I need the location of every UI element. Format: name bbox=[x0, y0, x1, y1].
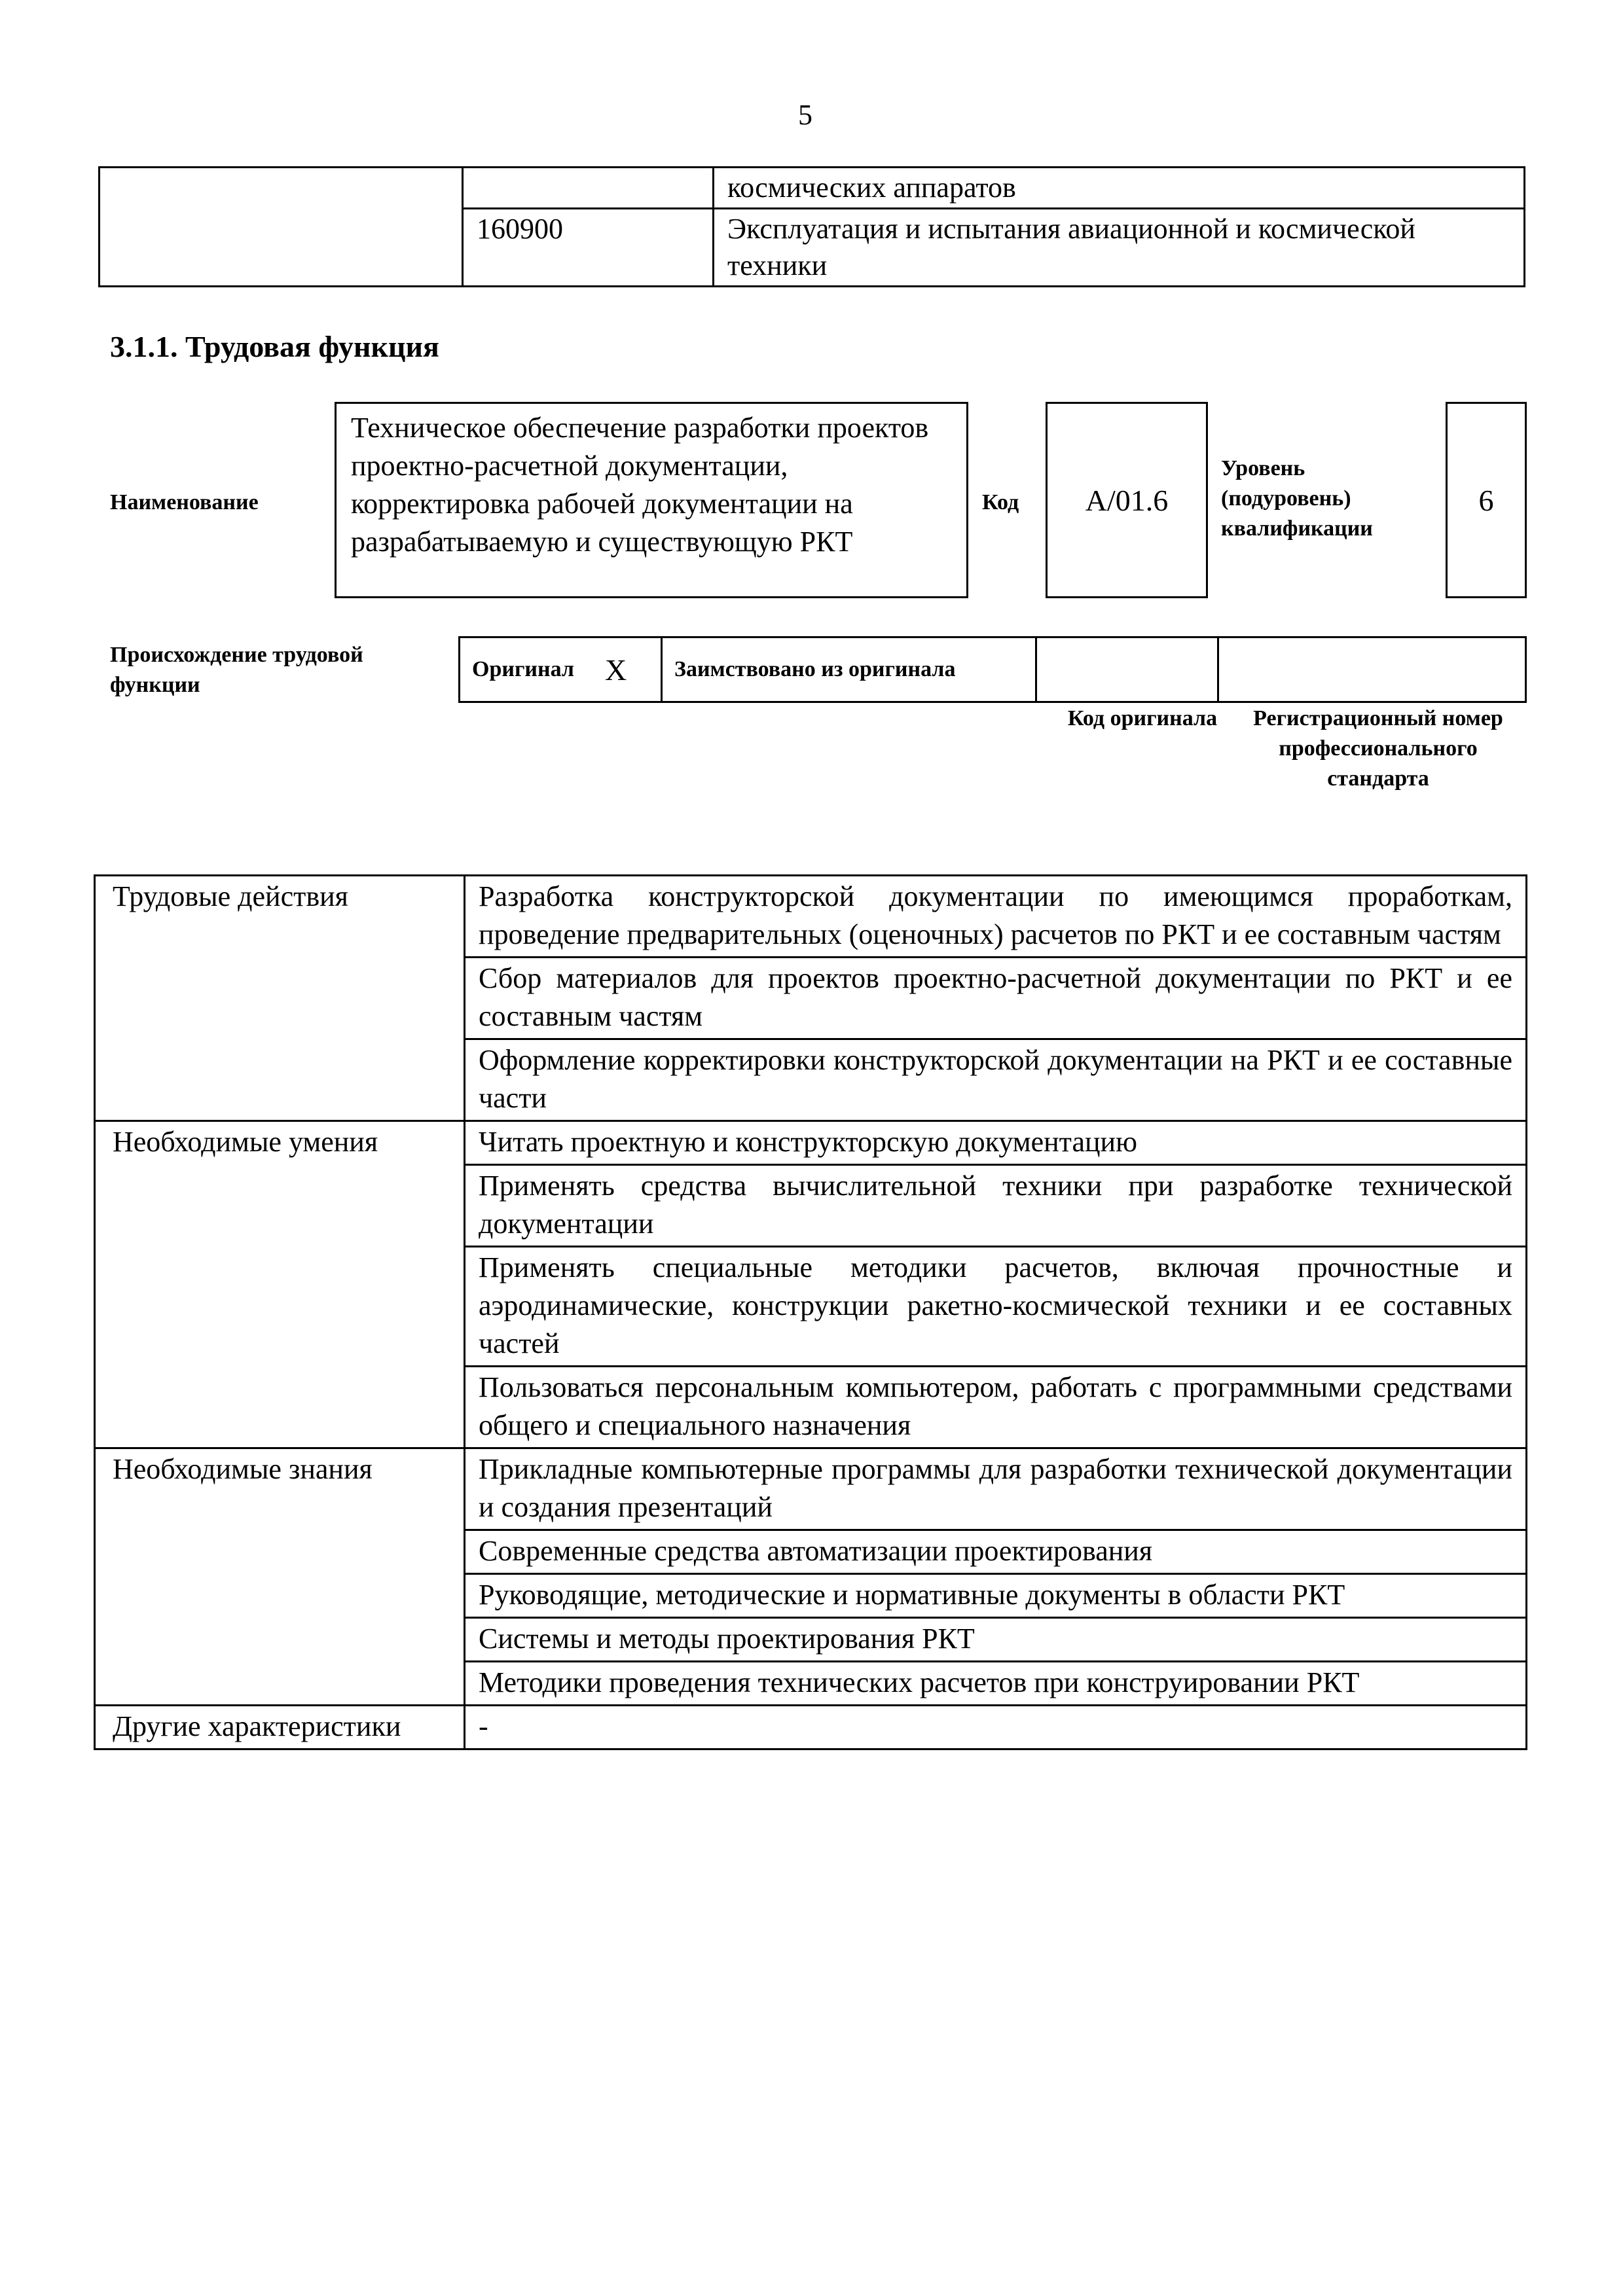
function-details-table bbox=[94, 874, 1527, 1750]
registration-number-cell bbox=[1218, 637, 1525, 702]
item-cell: Прикладные компьютерные программы для разработки технической документации и создания презентаций bbox=[465, 1448, 1527, 1530]
registration-number-caption: Регистрационный номер профессионального стандарта bbox=[1253, 706, 1503, 791]
specialty-name-cell: Эксплуатация и испытания авиационной и космической техники bbox=[714, 209, 1525, 287]
specialty-code-cell: 160900 bbox=[463, 209, 714, 287]
code-box bbox=[1046, 402, 1208, 598]
code-label: Код bbox=[982, 490, 1019, 514]
origin-label: Происхождение трудовой функции bbox=[110, 643, 363, 697]
original-code-cell bbox=[1036, 637, 1218, 702]
function-name-value: Техническое обеспечение разработки проектов проектно-расчетной документации, корректировка рабочей документации на разрабатываемую и существующую РКТ bbox=[351, 412, 929, 558]
code-value: A/01.6 bbox=[1085, 483, 1169, 517]
original-label: Оригинал bbox=[460, 637, 605, 702]
specialty-code-cell bbox=[463, 168, 714, 209]
item-cell: Разработка конструкторской документации по имеющимся проработкам, проведение предварительных (оценочных) расчетов по РКТ и ее составным частям bbox=[465, 876, 1527, 958]
borrowed-label: Заимствовано из оригинала bbox=[662, 637, 1036, 702]
page-number: 5 bbox=[798, 99, 812, 131]
category-cell: Необходимые умения bbox=[95, 1121, 465, 1448]
item-cell: Сбор материалов для проектов проектно-расчетной документации по РКТ и ее составным частям bbox=[465, 958, 1527, 1039]
original-code-caption: Код оригинала bbox=[1067, 706, 1218, 730]
category-cell: Трудовые действия bbox=[95, 876, 465, 1121]
table-row bbox=[95, 876, 1527, 958]
table-cell-empty bbox=[100, 168, 463, 287]
item-cell: Руководящие, методические и нормативные документы в области РКТ bbox=[465, 1574, 1527, 1618]
function-name-box bbox=[335, 402, 968, 598]
table-row bbox=[100, 168, 1525, 209]
origin-table bbox=[458, 636, 1527, 703]
section-heading: 3.1.1. Трудовая функция bbox=[110, 330, 439, 363]
table-row bbox=[95, 1121, 1527, 1165]
name-label: Наименование bbox=[110, 490, 259, 514]
specialty-table-continuation bbox=[98, 166, 1525, 287]
item-cell: Пользоваться персональным компьютером, работать с программными средствами общего и специального назначения bbox=[465, 1367, 1527, 1448]
level-label: Уровень (подуровень) квалификации bbox=[1221, 456, 1373, 541]
table-row bbox=[95, 1448, 1527, 1530]
table-row bbox=[460, 637, 1526, 702]
item-cell: Читать проектную и конструкторскую документацию bbox=[465, 1121, 1527, 1165]
category-cell: Необходимые знания bbox=[95, 1448, 465, 1706]
item-cell: Оформление корректировки конструкторской документации на РКТ и ее составные части bbox=[465, 1039, 1527, 1121]
table-row bbox=[95, 1706, 1527, 1749]
specialty-name-cell: космических аппаратов bbox=[714, 168, 1525, 209]
level-box bbox=[1446, 402, 1527, 598]
item-cell: Современные средства автоматизации проектирования bbox=[465, 1530, 1527, 1574]
category-cell: Другие характеристики bbox=[95, 1706, 465, 1749]
level-value: 6 bbox=[1478, 483, 1494, 517]
item-cell: Системы и методы проектирования РКТ bbox=[465, 1618, 1527, 1662]
item-cell: - bbox=[465, 1706, 1527, 1749]
original-mark: X bbox=[605, 637, 662, 702]
item-cell: Применять средства вычислительной техники при разработке технической документации bbox=[465, 1165, 1527, 1247]
item-cell: Методики проведения технических расчетов при конструировании РКТ bbox=[465, 1662, 1527, 1706]
item-cell: Применять специальные методики расчетов, включая прочностные и аэродинамические, конструкции ракетно-космической техники и ее составных частей bbox=[465, 1247, 1527, 1367]
